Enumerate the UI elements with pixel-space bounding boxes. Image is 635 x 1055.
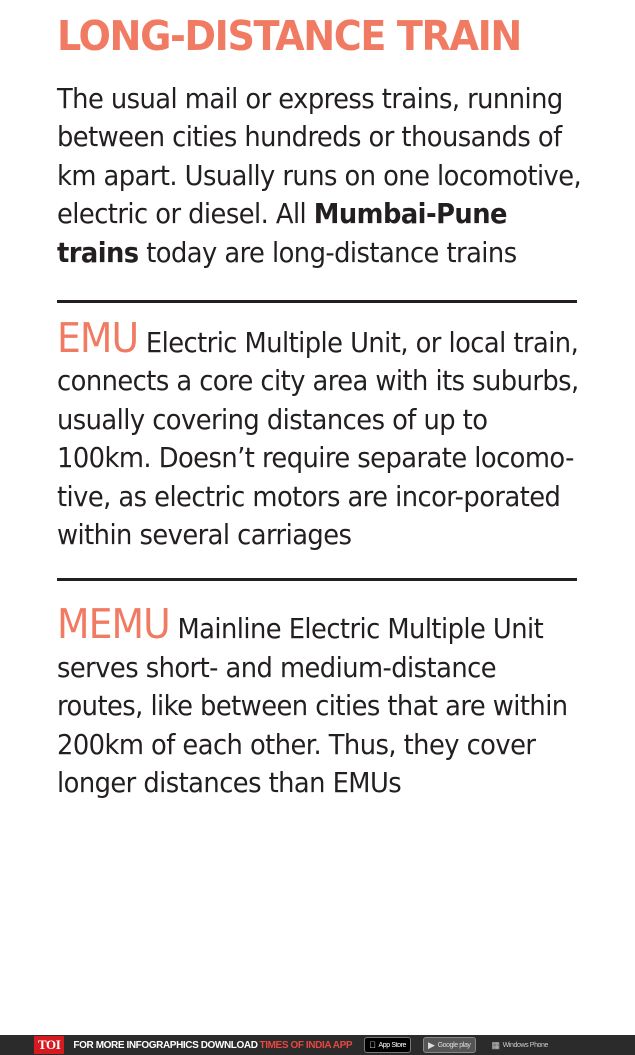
- emu-text: Electric Multiple Unit, or local train, connects a core city area with its suburbs, usually covering distances of up to 100km. Doesn’t require separate locomo-tive, as electric motors are incor-porated within several carriages: [57, 326, 579, 552]
- long-distance-text-end: today are long-distance trains: [138, 235, 517, 269]
- app-store-badge[interactable]: [364, 1037, 411, 1053]
- section-divider: [57, 300, 577, 303]
- memu-description: [57, 600, 581, 802]
- app-store-label: App Store: [372, 1041, 400, 1049]
- long-distance-bold-text: Mumbai-Pune trains: [57, 197, 507, 269]
- google-play-icon: ▶: [421, 1039, 429, 1050]
- google-play-badge[interactable]: [423, 1037, 476, 1053]
- long-distance-text: The usual mail or express trains, running between cities hundreds or thousands of km apart. Usually runs on one locomotive, electric or diesel. All: [57, 82, 582, 231]
- memu-text: Mainline Electric Multiple Unit serves short- and medium-distance routes, like between cities that are within 200km of each other. Thus, they cover longer distances than EMUs: [57, 612, 568, 800]
- memu-heading: MEMU: [57, 600, 170, 649]
- toi-logo[interactable]: TOI: [34, 1036, 64, 1054]
- footer-app-link[interactable]: TIMES OF INDIA APP: [259, 1039, 353, 1051]
- long-distance-description: [57, 80, 581, 272]
- windows-phone-label: Windows Phone: [496, 1041, 542, 1049]
- windows-phone-badge[interactable]: [485, 1038, 553, 1052]
- windows-icon: ▦: [485, 1039, 494, 1050]
- section-heading-long-distance: LONG-DISTANCE TRAIN: [57, 12, 521, 60]
- footer-bar: [0, 1035, 635, 1055]
- infographic-body: [57, 10, 582, 803]
- section-divider: [57, 578, 577, 581]
- emu-heading: EMU: [57, 314, 139, 363]
- google-play-label: Google play: [431, 1041, 465, 1049]
- footer-text: FOR MORE INFOGRAPHICS DOWNLOAD: [73, 1039, 258, 1051]
- apple-icon: [369, 1040, 375, 1050]
- emu-description: [57, 314, 581, 554]
